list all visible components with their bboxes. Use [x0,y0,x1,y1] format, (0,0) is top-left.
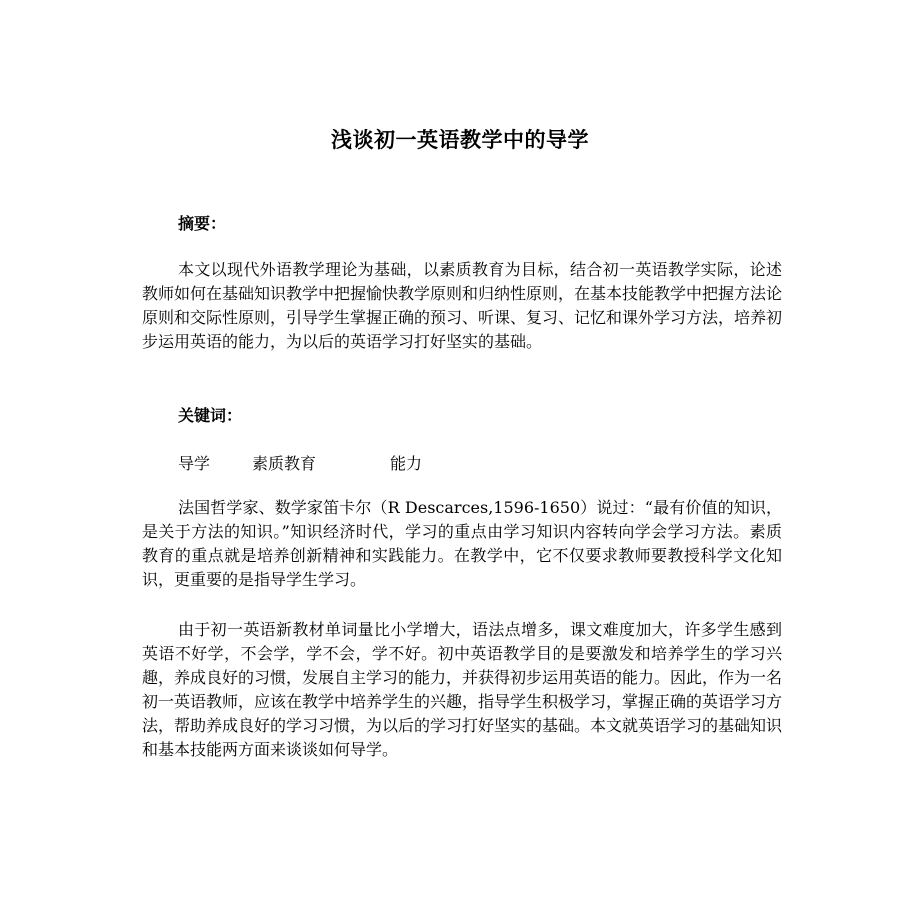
keywords-label: 关键词： [178,406,243,425]
abstract-label: 摘要： [178,214,227,233]
keyword-item: 能力 [390,454,423,473]
document-title: 浅谈初一英语教学中的导学 [331,127,589,152]
abstract-text: 本文以现代外语教学理论为基础，以素质教育为目标，结合初一英语教学实际，论述教师如何在基础知识教学中把握愉快教学原则和归纳性原则，在基本技能教学中把握方法论原则和交际性原则，引导学生掌握正确的预习、听课、复习、记忆和课外学习方法，培养初步运用英语的能力，为以后的英语学习打好坚实的基础。 [142,260,783,351]
keyword-item: 素质教育 [252,454,317,473]
body-paragraph-1: 法国哲学家、数学家笛卡尔（R Descarces,1596-1650）说过：“最有价值的知识，是关于方法的知识。”知识经济时代，学习的重点由学习知识内容转向学会学习方法。素质教育的重点就是培养创新精神和实践能力。在教学中，它不仅要求教师要教授科学文化知识，更重要的是指导学生学习。 [142,498,782,589]
keyword-item: 导学 [178,454,211,473]
body-paragraph-2: 由于初一英语新教材单词量比小学增大，语法点增多，课文难度加大，许多学生感到英语不好学，不会学，学不会，学不好。初中英语教学目的是要激发和培养学生的学习兴趣，养成良好的习惯，发展自主学习的能力，并获得初步运用英语的能力。因此，作为一名初一英语教师，应该在教学中培养学生的兴趣，指导学生积极学习，掌握正确的英语学习方法，帮助养成良好的学习习惯，为以后的学习打好坚实的基础。本文就英语学习的基础知识和基本技能两方面来谈谈如何导学。 [142,620,783,759]
